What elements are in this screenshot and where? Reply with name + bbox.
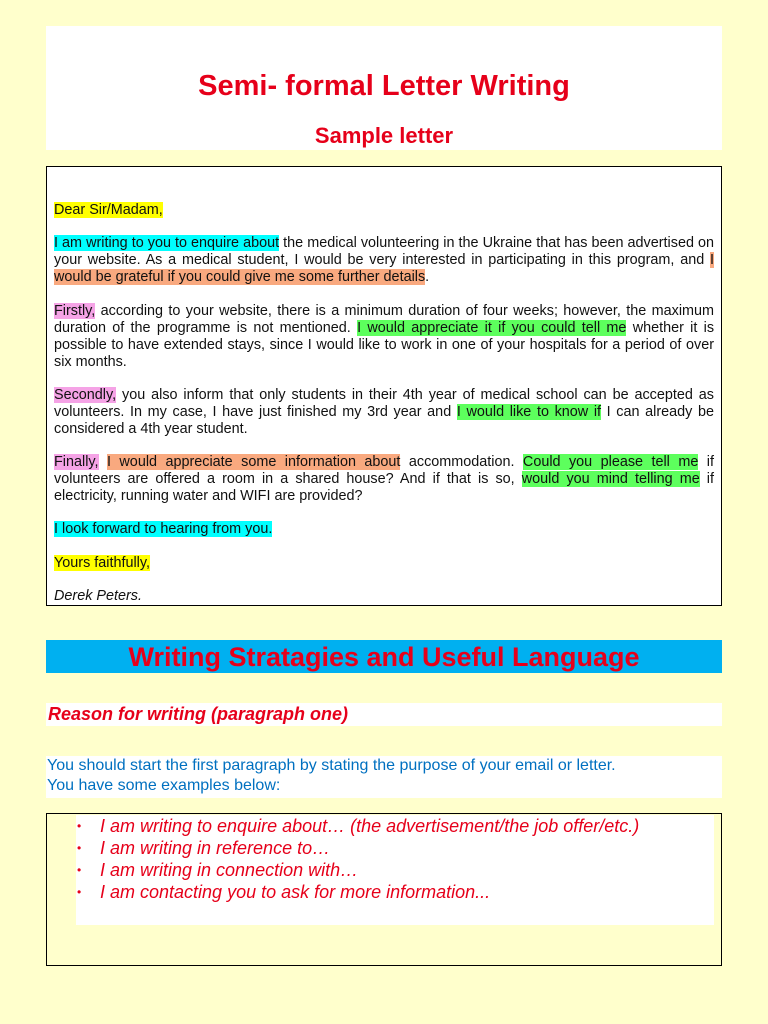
- phrase-highlight: I would appreciate some information about: [106, 454, 401, 470]
- phrase-highlight: would you mind telling me: [521, 471, 700, 487]
- title-box: [46, 26, 722, 150]
- paragraph-text: if volunteers are offered a room in a shared house? And if that is so,: [54, 454, 714, 487]
- examples-list: [76, 815, 714, 903]
- letter-sign-off: [54, 555, 714, 572]
- paragraph-text: .: [425, 269, 430, 285]
- paragraph-text: [99, 454, 107, 470]
- paragraph-text: accommodation.: [400, 454, 523, 470]
- example-text: I am writing in reference to…: [100, 838, 331, 858]
- list-item: [76, 859, 714, 881]
- salutation-highlight: Dear Sir/Madam,: [54, 202, 163, 218]
- examples-inner: [76, 815, 714, 925]
- phrase-highlight: Secondly,: [54, 387, 117, 403]
- reason-heading: Reason for writing (paragraph one): [48, 704, 349, 724]
- page-subtitle: Sample letter: [314, 123, 454, 148]
- phrase-highlight: I would appreciate it if you could tell me: [357, 320, 627, 336]
- paragraph-text: according to your website, there is a minimum duration of four weeks; however, the maximum duration of the programme is not mentioned.: [54, 303, 714, 336]
- intro-line-1: You should start the first paragraph by stating the purpose of your email or letter.: [47, 757, 616, 774]
- phrase-highlight: Firstly,: [54, 303, 96, 319]
- paragraph-text: the medical volunteering in the Ukraine that has been advertised on your website. As a medical student, I would be very interested in participating in this program, and: [54, 235, 714, 268]
- example-text: I am writing to enquire about… (the advertisement/the job offer/etc.): [100, 816, 640, 836]
- section-banner-title: Writing Stratagies and Useful Language: [128, 642, 640, 672]
- paragraph-text: you also inform that only students in their 4th year of medical school can be accepted as volunteers. In my case, I have just finished my 3rd year and: [54, 387, 714, 420]
- letter-paragraph-3: [54, 387, 714, 438]
- paragraph-text: I can already be considered a 4th year student.: [54, 404, 714, 437]
- list-item: [76, 815, 714, 837]
- sign-off-highlight: Yours faithfully,: [54, 555, 150, 571]
- list-item: [76, 837, 714, 859]
- letter-salutation: [54, 202, 714, 219]
- page-title: Semi- formal Letter Writing: [198, 70, 570, 102]
- paragraph-text: if electricity, running water and WIFI are provided?: [54, 471, 714, 504]
- sample-letter: [46, 166, 722, 606]
- intro-text: [46, 756, 722, 798]
- phrase-highlight: I am writing to you to enquire about: [54, 235, 280, 251]
- letter-closing-line: [54, 521, 714, 538]
- phrase-highlight: Finally,: [54, 454, 99, 470]
- phrase-highlight: Could you please tell me: [522, 454, 699, 470]
- list-item: [76, 881, 714, 903]
- closing-highlight: I look forward to hearing from you.: [54, 521, 273, 537]
- bullet-icon: •: [77, 819, 82, 833]
- examples-box: [46, 813, 722, 966]
- section-banner: [46, 640, 722, 673]
- letter-signature: Derek Peters.: [54, 588, 142, 604]
- bullet-icon: •: [77, 863, 82, 877]
- letter-paragraph-2: [54, 303, 714, 371]
- phrase-highlight: I would like to know if: [456, 404, 602, 420]
- intro-line-2: You have some examples below:: [47, 777, 281, 794]
- letter-paragraph-1: [54, 235, 714, 286]
- phrase-highlight: I would be grateful if you could give me some further details: [54, 252, 714, 285]
- example-text: I am contacting you to ask for more information...: [100, 882, 491, 902]
- letter-paragraph-4: [54, 454, 714, 505]
- paragraph-text: whether it is possible to have extended stays, since I would like to work in one of your hospitals for a period of over six months.: [54, 320, 715, 370]
- bullet-icon: •: [77, 841, 82, 855]
- bullet-icon: •: [77, 885, 82, 899]
- example-text: I am writing in connection with…: [100, 860, 359, 880]
- reason-heading-box: [46, 703, 722, 726]
